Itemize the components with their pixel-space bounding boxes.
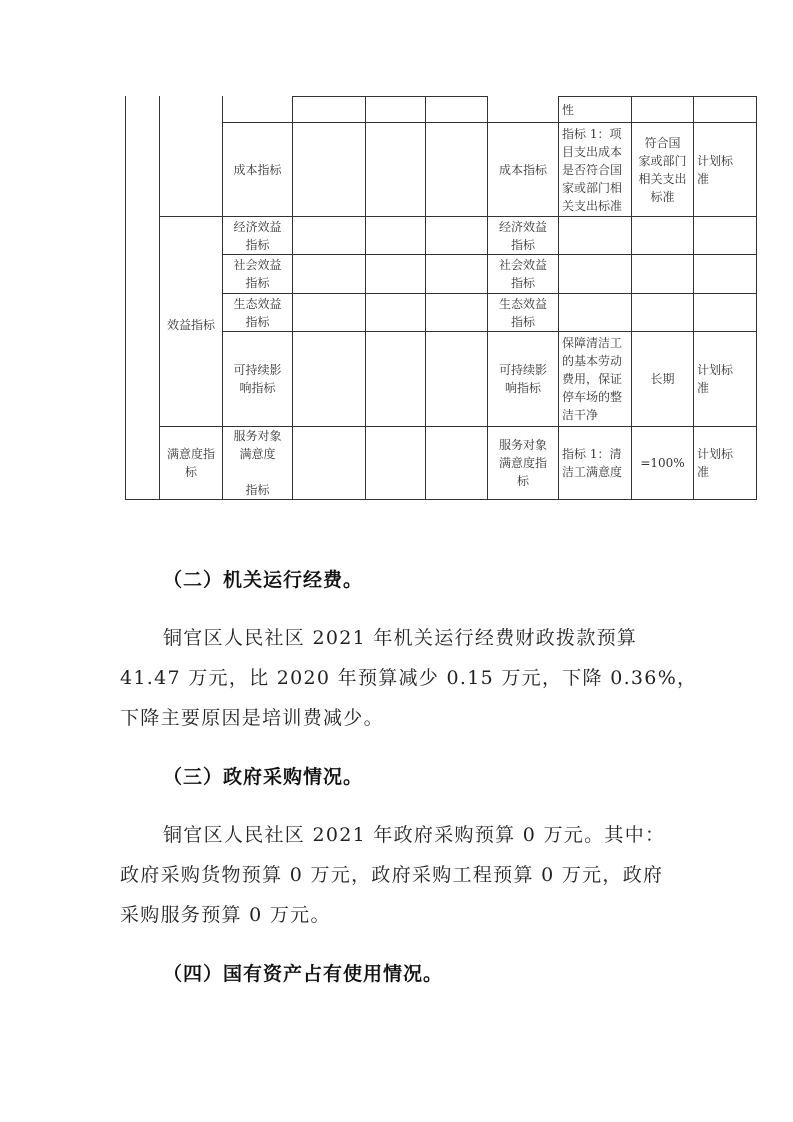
cell-level3-indicator: 经济效益 指标 <box>233 219 282 252</box>
paragraph-line: 铜官区人民社区 2021 年政府采购预算 0 万元。其中： <box>163 824 666 846</box>
cell-target-value: =100% <box>640 456 685 470</box>
cell-basis: 计划标 准 <box>697 363 734 395</box>
cell-group-label: 满意度指 标 <box>166 447 215 479</box>
cell-level3-indicator: 服务对象 满意度 指标 <box>233 429 282 497</box>
cell-level3-indicator: 成本指标 <box>233 162 282 177</box>
section-heading: （四）国有资产占有使用情况。 <box>163 963 444 985</box>
paragraph-line: 政府采购货物预算 0 万元，政府采购工程预算 0 万元，政府 <box>120 864 664 886</box>
paragraph-line: 采购服务预算 0 万元。 <box>120 904 331 926</box>
cell-target-value: 符合国 家或部门 相关支出 标准 <box>638 135 687 204</box>
cell-basis: 计划标 准 <box>697 153 734 186</box>
paragraph-line: 铜官区人民社区 2021 年机关运行经费财政拨款预算 <box>163 627 638 649</box>
cell-indicator: 成本指标 <box>498 162 547 177</box>
cell-basis: 计划标 准 <box>697 447 734 479</box>
table-border <box>292 96 293 500</box>
section-heading: （二）机关运行经费。 <box>163 569 364 591</box>
cell-indicator: 可持续影 响指标 <box>498 363 547 395</box>
cell-target-desc: 指标 1：项 目支出成本 是否符合国 家或部门相 关支出标准 <box>562 126 623 213</box>
cell-indicator: 社会效益 指标 <box>498 258 547 290</box>
table-border <box>756 96 757 500</box>
cell-level3-indicator: 生态效益 指标 <box>233 296 282 329</box>
cell-target-value: 长期 <box>650 372 675 386</box>
cell-indicator: 服务对象 满意度指 标 <box>498 438 547 488</box>
paragraph-line: 下降主要原因是培训费减少。 <box>120 707 384 729</box>
cell-target-desc: 指标 1：清 洁工满意度 <box>562 447 623 479</box>
cell-target-desc: 保障清洁工 的基本劳动 费用，保证 停车场的整 洁干净 <box>562 336 623 422</box>
cell-target-desc: 性 <box>562 102 575 117</box>
cell-indicator: 生态效益 指标 <box>498 296 547 329</box>
cell-group-label: 效益指标 <box>166 318 215 332</box>
table-border <box>365 96 366 500</box>
section-heading: （三）政府采购情况。 <box>163 766 364 788</box>
table-border <box>125 499 757 500</box>
cell-indicator: 经济效益 指标 <box>498 219 547 252</box>
table-border <box>292 96 487 97</box>
table-border <box>425 96 426 500</box>
cell-level3-indicator: 社会效益 指标 <box>233 258 282 290</box>
cell-level3-indicator: 可持续影 响指标 <box>233 363 282 395</box>
table-border <box>125 96 126 500</box>
paragraph-line: 41.47 万元，比 2020 年预算减少 0.15 万元，下降 0.36%， <box>120 667 698 689</box>
